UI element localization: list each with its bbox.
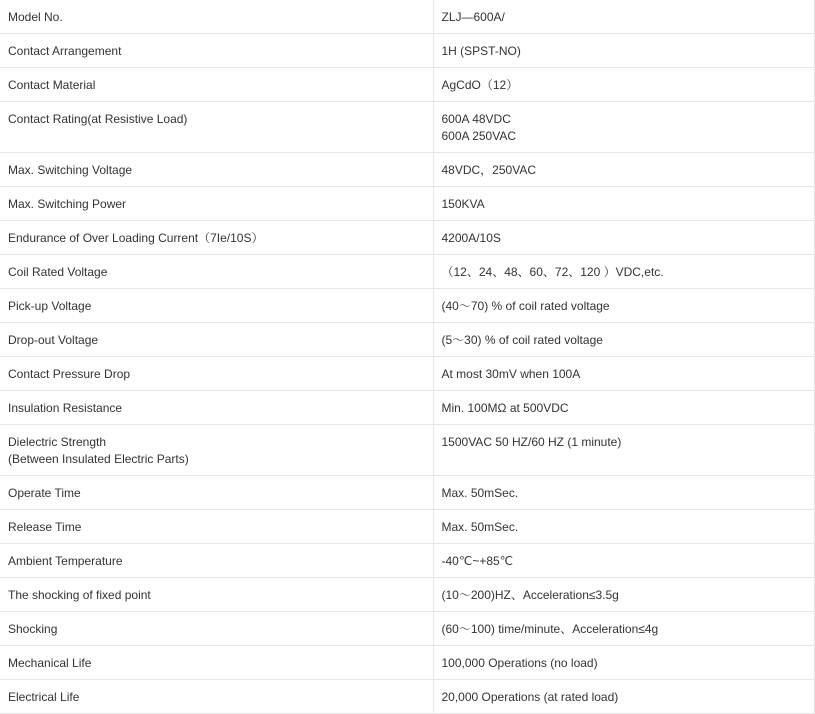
spec-label-cell: [0, 0, 433, 34]
spec-label-cell: [0, 289, 433, 323]
spec-value: At most 30mV when 100A: [441, 367, 581, 381]
spec-row: [0, 68, 814, 102]
spec-value-cell: [433, 187, 814, 221]
spec-label: Release Time: [8, 520, 82, 534]
spec-label: Contact Pressure Drop: [8, 367, 131, 381]
spec-label: Max. Switching Voltage: [8, 163, 133, 177]
spec-value: Min. 100MΩ at 500VDC: [441, 401, 569, 415]
spec-label: Contact Material: [8, 78, 96, 92]
spec-label-cell: [0, 255, 433, 289]
spec-value-cell: [433, 357, 814, 391]
spec-label: Shocking: [8, 622, 58, 636]
spec-row: [0, 221, 814, 255]
spec-label-cell: [0, 578, 433, 612]
spec-row: [0, 0, 814, 34]
spec-value: Max. 50mSec.: [441, 486, 519, 500]
spec-value-cell: [433, 425, 814, 476]
spec-label: Contact Rating(at Resistive Load): [8, 112, 188, 126]
spec-value-cell: [433, 323, 814, 357]
spec-value: Max. 50mSec.: [441, 520, 519, 534]
spec-label-cell: [0, 425, 433, 476]
spec-value: 48VDC，250VAC: [441, 163, 536, 177]
spec-label: Drop-out Voltage: [8, 333, 99, 347]
spec-row: [0, 544, 814, 578]
spec-label: Contact Arrangement: [8, 44, 122, 58]
spec-label: Endurance of Over Loading Current（7Ie/10S）: [8, 231, 264, 245]
spec-label-cell: [0, 476, 433, 510]
spec-label-cell: [0, 680, 433, 714]
spec-row: [0, 323, 814, 357]
spec-value-cell: [433, 476, 814, 510]
spec-row: [0, 680, 814, 714]
spec-label-cell: [0, 612, 433, 646]
spec-row: [0, 646, 814, 680]
spec-value: -40℃~+85℃: [441, 554, 514, 568]
spec-label-cell: [0, 187, 433, 221]
spec-value-cell: [433, 544, 814, 578]
spec-value: ZLJ—600A/: [441, 10, 505, 24]
spec-value-cell: [433, 153, 814, 187]
spec-row: [0, 391, 814, 425]
spec-row: [0, 102, 814, 153]
spec-value-cell: [433, 612, 814, 646]
spec-value: (40～70) % of coil rated voltage: [441, 299, 610, 313]
spec-label-cell: [0, 221, 433, 255]
spec-value-cell: [433, 221, 814, 255]
spec-label: Insulation Resistance: [8, 401, 123, 415]
spec-row: [0, 357, 814, 391]
spec-row: [0, 289, 814, 323]
spec-row: [0, 476, 814, 510]
spec-label: Coil Rated Voltage: [8, 265, 108, 279]
spec-value-cell: [433, 102, 814, 153]
spec-label: (Between Insulated Electric Parts): [8, 452, 189, 466]
spec-row: [0, 153, 814, 187]
spec-value-cell: [433, 578, 814, 612]
spec-value-cell: [433, 68, 814, 102]
spec-row: [0, 255, 814, 289]
spec-value: 4200A/10S: [441, 231, 501, 245]
spec-value-cell: [433, 510, 814, 544]
spec-label: Ambient Temperature: [8, 554, 123, 568]
spec-value: 150KVA: [441, 197, 485, 211]
spec-label: Electrical Life: [8, 690, 80, 704]
spec-value: (60～100) time/minute、Acceleration≤4g: [441, 622, 659, 636]
spec-row: [0, 34, 814, 68]
spec-label: Operate Time: [8, 486, 81, 500]
spec-label: Mechanical Life: [8, 656, 92, 670]
spec-label: Model No.: [8, 10, 63, 24]
spec-label-cell: [0, 391, 433, 425]
spec-value: 1H (SPST-NO): [441, 44, 521, 58]
spec-label: The shocking of fixed point: [8, 588, 151, 602]
spec-row: [0, 612, 814, 646]
spec-label: Max. Switching Power: [8, 197, 127, 211]
spec-value: (5～30) % of coil rated voltage: [441, 333, 603, 347]
spec-label-cell: [0, 68, 433, 102]
spec-value: (10～200)HZ、Acceleration≤3.5g: [441, 588, 619, 602]
spec-label-cell: [0, 510, 433, 544]
spec-value: AgCdO（12）: [441, 78, 519, 92]
spec-value-cell: [433, 289, 814, 323]
spec-label: Pick-up Voltage: [8, 299, 92, 313]
spec-row: [0, 578, 814, 612]
spec-label-cell: [0, 34, 433, 68]
spec-label-cell: [0, 323, 433, 357]
spec-value: 1500VAC 50 HZ/60 HZ (1 minute): [441, 435, 622, 449]
spec-label-cell: [0, 102, 433, 153]
spec-label-cell: [0, 153, 433, 187]
spec-row: [0, 187, 814, 221]
spec-row: [0, 510, 814, 544]
spec-value: 600A 250VAC: [441, 129, 517, 143]
spec-value-cell: [433, 391, 814, 425]
spec-value-cell: [433, 680, 814, 714]
spec-label-cell: [0, 357, 433, 391]
spec-value: （12、24、48、60、72、120 ）VDC,etc.: [441, 265, 664, 279]
spec-value-cell: [433, 0, 814, 34]
spec-row: [0, 425, 814, 476]
spec-value-cell: [433, 34, 814, 68]
spec-label: Dielectric Strength: [8, 435, 107, 449]
spec-label-cell: [0, 544, 433, 578]
spec-label-cell: [0, 646, 433, 680]
spec-value-cell: [433, 646, 814, 680]
spec-value: 100,000 Operations (no load): [441, 656, 598, 670]
spec-value: 20,000 Operations (at rated load): [441, 690, 619, 704]
spec-value-cell: [433, 255, 814, 289]
spec-value: 600A 48VDC: [441, 112, 511, 126]
